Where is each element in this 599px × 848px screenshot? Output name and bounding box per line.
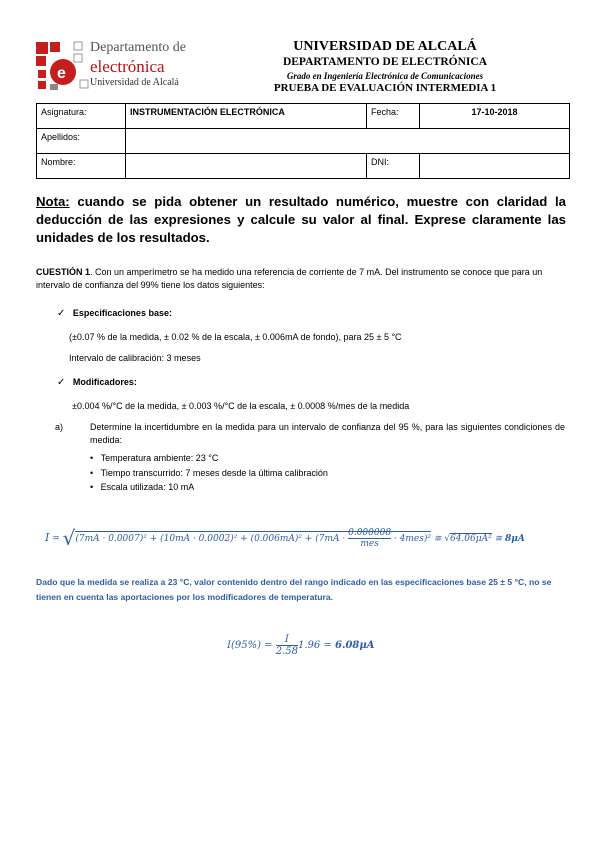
info-table: [36, 103, 570, 179]
nombre-field[interactable]: [126, 154, 367, 179]
apellidos-label: Apellidos:: [37, 129, 126, 154]
nombre-label: Nombre:: [37, 154, 126, 179]
formula-uncertainty: I = √(7mA · 0.0007)² + (10mA · 0.0002)² + (0.006mA)² + (7mA · 0.000008 mes · 4mes)² ≅ √64.06μA² ≅ 8μA: [45, 526, 525, 550]
question1-label: CUESTIÓN 1: [36, 267, 91, 277]
university-title: UNIVERSIDAD DE ALCALÁ: [293, 39, 477, 54]
asignatura-value: INSTRUMENTACIÓN ELECTRÓNICA: [126, 104, 367, 129]
degree-title: Grado en Ingeniería Electrónica de Comunicaciones: [286, 71, 484, 81]
department-title: DEPARTAMENTO DE ELECTRÓNICA: [282, 56, 488, 68]
dept-name-line2: electrónica: [90, 57, 165, 76]
question1-intro: CUESTIÓN 1. Con un amperímetro se ha medido una referencia de corriente de 7 mA. Del instrumento se conoce que para un intervalo de confianza del 99% tiene los datos siguientes:: [36, 267, 543, 290]
note-text: cuando se pida obtener un resultado numérico, muestre con claridad la deducción de las expresiones y calcule su valor al final. Exprese claramente las unidades de los resultados.: [36, 194, 566, 245]
spec-title: Especificaciones base:: [72, 308, 172, 318]
dni-field[interactable]: [420, 154, 570, 179]
fecha-value: 17-10-2018: [420, 104, 570, 129]
checkmark-icon: ✓: [57, 308, 66, 319]
asignatura-label: Asignatura:: [37, 104, 126, 129]
formula-95: I(95%) = $\frac{I}{2.58}$ 1.96 = 6.08μA: [227, 634, 375, 657]
list-item: • Tiempo transcurrido: 7 meses desde la última calibración: [90, 467, 328, 478]
mod-title: Modificadores:: [72, 377, 137, 387]
spec-text: (±0.07 % de la medida, ± 0.02 % de la escala, ± 0.006mA de fondo), para 25 ± 5 °C: [69, 332, 402, 342]
list-item: • Escala utilizada: 10 mA: [90, 482, 195, 492]
conditions-list: [90, 451, 560, 495]
dept-name-line1: Departamento de: [90, 40, 187, 55]
mod-title-row: [57, 376, 557, 389]
checkmark-icon: ✓: [57, 377, 66, 388]
answer-text: Dado que la medida se realiza a 23 °C, valor contenido dentro del rango indicado en las especificaciones base 25 ± 5 °C, no se tienen en cuenta las aportaciones por los modificadores de temperatura.: [36, 577, 552, 602]
spec-title-row: [57, 307, 557, 320]
mod-text: ±0.004 %/°C de la medida, ± 0.003 %/°C de la escala, ± 0.0008 %/mes de la medida: [72, 401, 410, 411]
dni-label: DNI:: [367, 154, 420, 179]
fecha-label: Fecha:: [367, 104, 420, 129]
svg-text:e: e: [57, 65, 66, 82]
apellidos-field[interactable]: [126, 129, 570, 154]
calibration-interval: Intervalo de calibración: 3 meses: [69, 353, 201, 363]
dept-name-line3: Universidad de Alcalá: [90, 77, 179, 88]
note-paragraph: [36, 193, 566, 247]
note-label: Nota:: [36, 194, 70, 209]
item-a-label: a): [55, 422, 64, 432]
exam-title: PRUEBA DE EVALUACIÓN INTERMEDIA 1: [273, 82, 497, 94]
item-a-text: Determine la incertidumbre en la medida para un intervalo de confianza del 95 %, para las siguientes condiciones de medida:: [90, 422, 565, 445]
list-item: • Temperatura ambiente: 23 °C: [90, 453, 219, 463]
